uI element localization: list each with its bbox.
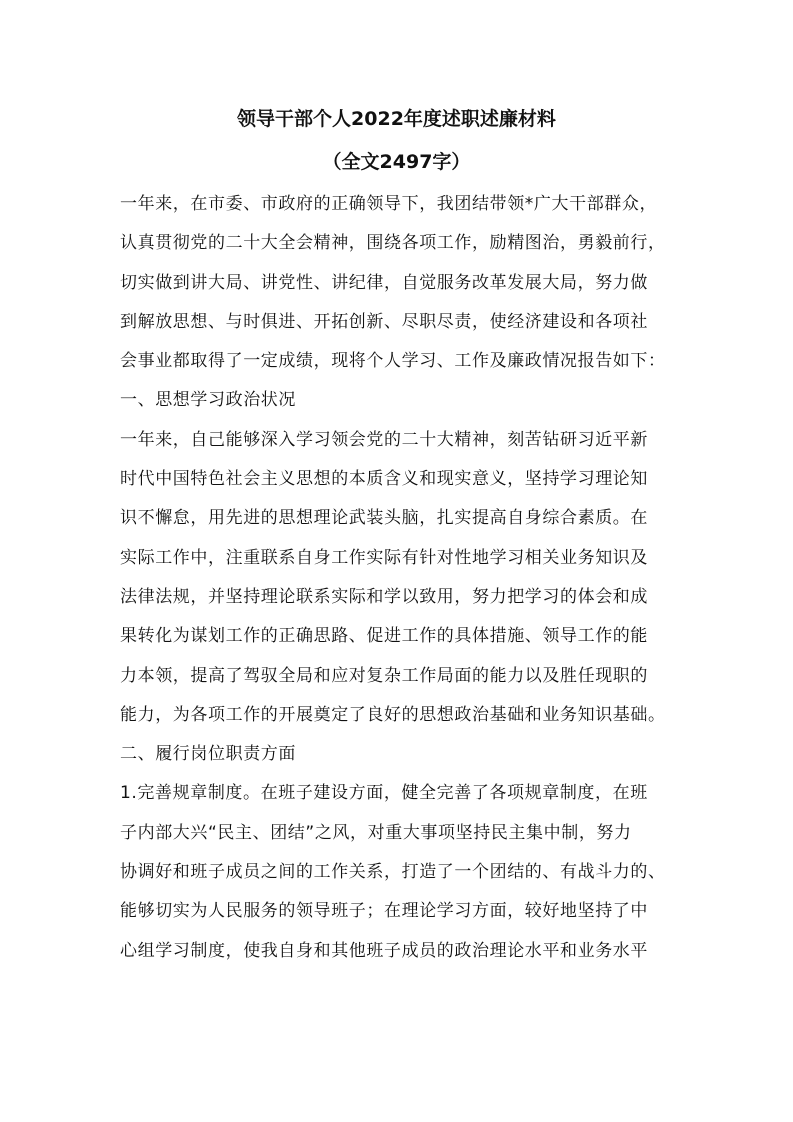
document-body xyxy=(120,185,720,971)
body-line: 能力，为各项工作的开展奠定了良好的思想政治基础和业务知识基础。 xyxy=(120,704,666,725)
document-subtitle: （全文2497字） xyxy=(322,151,471,173)
body-line: 协调好和班子成员之间的工作关系，打造了一个团结的、有战斗力的、 xyxy=(120,862,666,883)
body-line: 心组学习制度，使我自身和其他班子成员的政治理论水平和业务水平 xyxy=(120,940,648,961)
document-title: 领导干部个人2022年度述职述廉材料 xyxy=(237,108,556,130)
section-heading-1: 一、思想学习政治状况 xyxy=(120,390,296,411)
body-line: 到解放思想、与时俱进、开拓创新、尽职尽责，使经济建设和各项社 xyxy=(120,311,648,332)
body-line: 能够切实为人民服务的领导班子；在理论学习方面，较好地坚持了中 xyxy=(120,901,648,922)
body-line: 一年来，自己能够深入学习领会党的二十大精神，刻苦钻研习近平新 xyxy=(120,429,648,450)
body-line: 力本领，提高了驾驭全局和应对复杂工作局面的能力以及胜任现职的 xyxy=(120,665,648,686)
body-line: 时代中国特色社会主义思想的本质含义和现实意义，坚持学习理论知 xyxy=(120,469,648,490)
body-line: 认真贯彻党的二十大全会精神，围绕各项工作，励精图治，勇毅前行， xyxy=(120,233,666,254)
body-line: 法律法规，并坚持理论联系实际和学以致用，努力把学习的体会和成 xyxy=(120,586,648,607)
body-line: 实际工作中，注重联系自身工作实际有针对性地学习相关业务知识及 xyxy=(120,547,648,568)
body-line: 会事业都取得了一定成绩，现将个人学习、工作及廉政情况报告如下： xyxy=(120,351,666,372)
body-line: 果转化为谋划工作的正确思路、促进工作的具体措施、领导工作的能 xyxy=(120,626,648,647)
body-line: 1.完善规章制度。在班子建设方面，健全完善了各项规章制度，在班 xyxy=(120,783,648,804)
body-line: 子内部大兴“民主、团结”之风，对重大事项坚持民主集中制，努力 xyxy=(120,822,632,843)
body-line: 切实做到讲大局、讲党性、讲纪律，自觉服务改革发展大局，努力做 xyxy=(120,272,648,293)
body-line: 识不懈怠，用先进的思想理论武装头脑，扎实提高自身综合素质。在 xyxy=(120,508,648,529)
section-heading-2: 二、履行岗位职责方面 xyxy=(120,744,296,765)
body-line: 一年来，在市委、市政府的正确领导下，我团结带领*广大干部群众， xyxy=(120,194,658,214)
